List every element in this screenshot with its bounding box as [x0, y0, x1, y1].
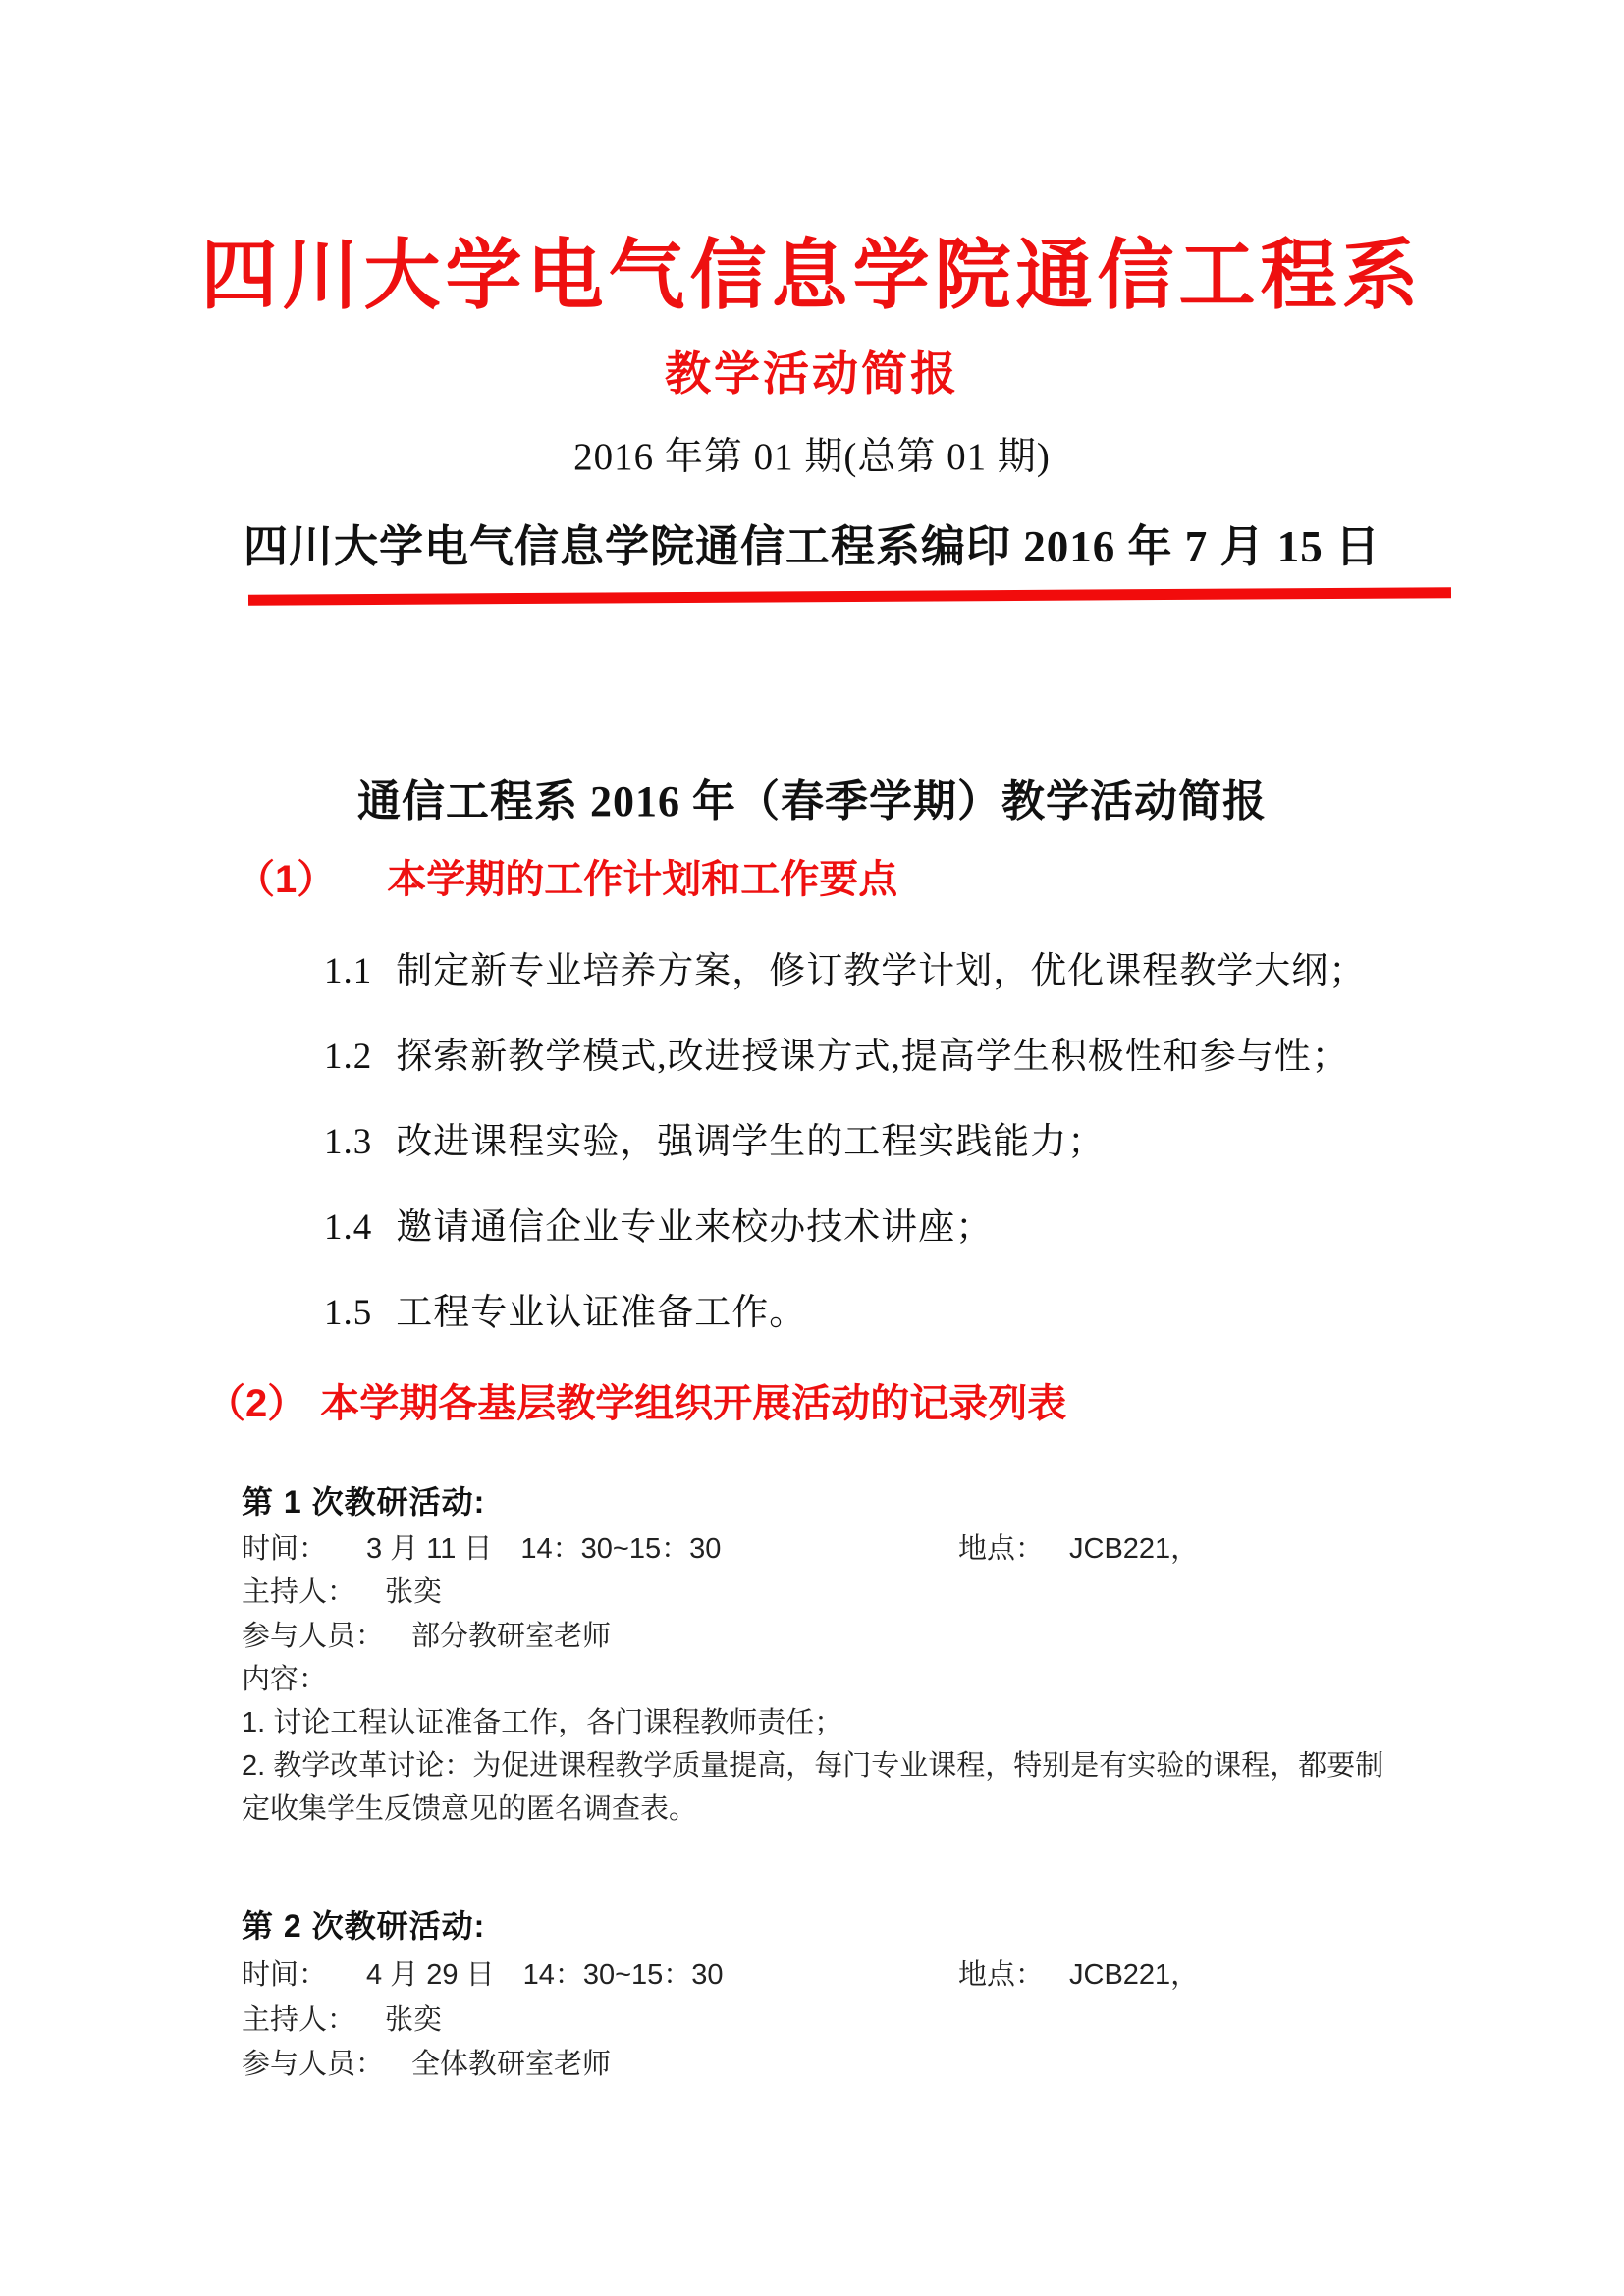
time-value: 3 月 11 日 14：30~15：30 [366, 1533, 722, 1565]
plan-item-text: 改进课程实验，强调学生的工程实践能力； [396, 1122, 1106, 1162]
page-title: 四川大学电气信息学院通信工程系 [200, 233, 1424, 318]
location-label: 地点： [958, 1959, 1045, 1991]
section-title: 通信工程系 2016 年（春季学期）教学活动简报 [357, 777, 1267, 826]
activity-2-host-row [242, 1999, 1390, 2042]
activity-2-time-row [242, 1953, 1390, 1997]
activity-1-participants-row [242, 1615, 1390, 1658]
location-value: JCB221， [1069, 1533, 1200, 1565]
plan-item [324, 1111, 1105, 1164]
activity-1-content-label: 内容： [242, 1664, 328, 1695]
heading-text: 本学期各基层教学组织开展活动的记录列表 [320, 1382, 1067, 1425]
heading-work-plan [236, 848, 897, 904]
participants-value: 部分教研室老师 [411, 1621, 612, 1652]
activity-2-title: 第 2 次教研活动: [242, 1908, 486, 1944]
plan-item-text: 探索新教学模式,改进授课方式,提高学生积极性和参与性； [396, 1037, 1349, 1077]
host-label: 主持人： [242, 1576, 356, 1608]
location-label: 地点： [958, 1533, 1045, 1565]
plan-item [324, 1026, 1349, 1079]
time-label: 时间： [242, 1533, 328, 1565]
plan-item [324, 1282, 806, 1335]
activity-1-content-item: 1. 讨论工程认证准备工作，各门课程教师责任； [242, 1707, 843, 1738]
plan-item-number: 1.4 [324, 1207, 373, 1248]
plan-item-text: 工程专业认证准备工作。 [396, 1293, 807, 1333]
publisher-line: 四川大学电气信息学院通信工程系编印 2016 年 7 月 15 日 [243, 522, 1380, 571]
participants-label: 参与人员： [242, 2049, 385, 2080]
participants-value: 全体教研室老师 [411, 2049, 612, 2080]
activity-1-title: 第 1 次教研活动: [242, 1484, 486, 1520]
activity-1-host-row [242, 1571, 1390, 1614]
activity-1-content-item: 2. 教学改革讨论：为促进课程教学质量提高，每门专业课程，特别是有实验的课程，都要制定收集学生反馈意见的匿名调查表。 [242, 1750, 1384, 1825]
heading-activity-records [206, 1372, 1066, 1428]
activity-2-participants-row [242, 2043, 1390, 2086]
host-label: 主持人： [242, 2004, 356, 2036]
heading-number: （1） [236, 858, 337, 901]
participants-label: 参与人员： [242, 1621, 385, 1652]
plan-item-number: 1.3 [324, 1122, 373, 1162]
plan-item-text: 制定新专业培养方案，修订教学计划，优化课程教学大纲； [396, 951, 1367, 991]
location-group [958, 1527, 1199, 1571]
host-value: 张奕 [385, 2004, 443, 2036]
location-group [958, 1953, 1199, 1997]
issue-line: 2016 年第 01 期(总第 01 期) [573, 436, 1051, 478]
time-value: 4 月 29 日 14：30~15：30 [366, 1959, 724, 1991]
plan-item-text: 邀请通信企业专业来校办技术讲座； [396, 1207, 994, 1248]
host-value: 张奕 [385, 1576, 443, 1608]
page-subtitle: 教学活动简报 [665, 349, 959, 400]
plan-item [324, 1197, 993, 1250]
masthead-divider-rule [248, 587, 1451, 605]
location-value: JCB221， [1069, 1959, 1200, 1991]
plan-item-number: 1.5 [324, 1293, 373, 1333]
time-label: 时间： [242, 1959, 328, 1991]
activity-1-time-row [242, 1527, 1390, 1571]
plan-item [324, 940, 1366, 993]
plan-item-number: 1.1 [324, 951, 373, 991]
heading-number: （2） [206, 1382, 307, 1425]
heading-text: 本学期的工作计划和工作要点 [387, 858, 898, 901]
plan-item-number: 1.2 [324, 1037, 373, 1077]
